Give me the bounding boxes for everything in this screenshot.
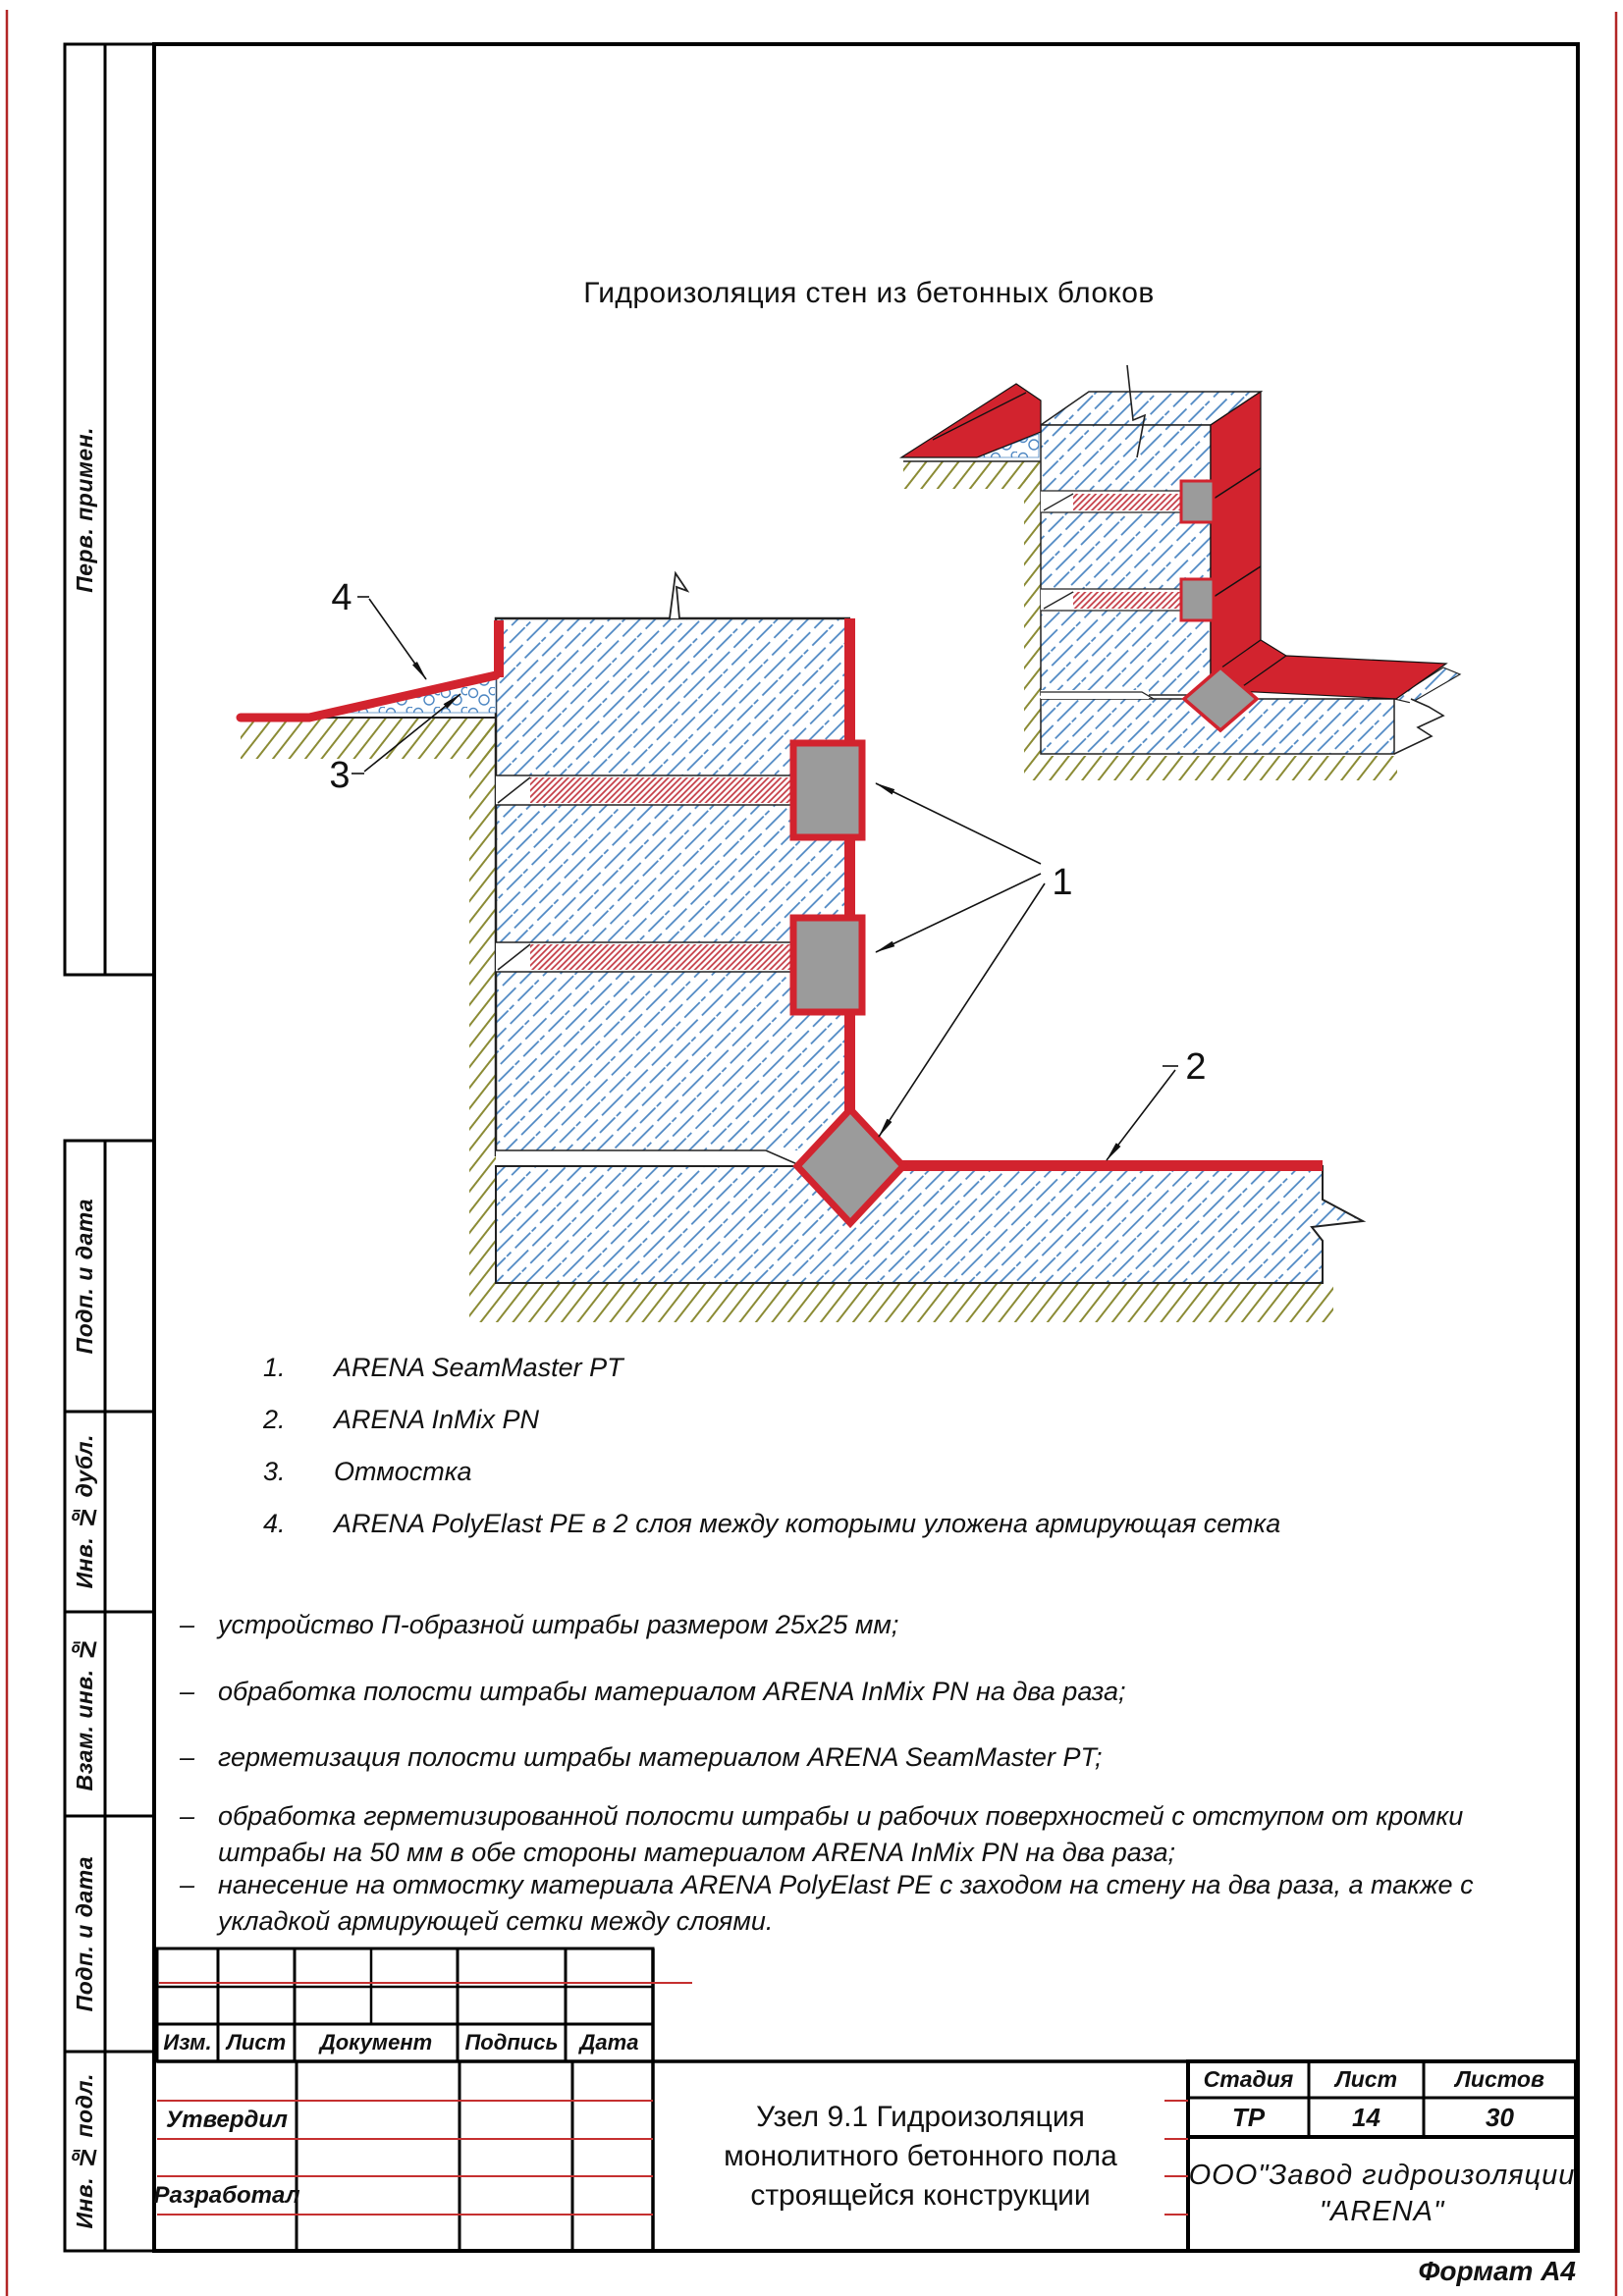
- legend-item: [263, 1353, 623, 1383]
- sidebar-label: Подп. и дата: [72, 1198, 97, 1355]
- legend-text: ARENA PolyElast PE в 2 слоя между которыми уложена армирующая сетка: [334, 1509, 1281, 1538]
- sidebar-label: Инв. № подл.: [72, 2073, 97, 2229]
- change-header-podpis: Подпись: [464, 2030, 559, 2055]
- legend-num: 1.: [263, 1353, 286, 1382]
- legend-item: [263, 1405, 539, 1435]
- note-item: [180, 1867, 1539, 1940]
- sidebar-cell-vzam-inv: [65, 1612, 105, 1816]
- company-line: "ARENA": [1319, 2196, 1445, 2227]
- change-header-list: Лист: [226, 2030, 287, 2055]
- role-developed: Разработал: [153, 2181, 300, 2209]
- sidebar-label: Инв. № дубл.: [72, 1434, 97, 1589]
- note-item: [180, 1739, 1539, 1776]
- legend-num: 3.: [263, 1457, 286, 1486]
- legend-text: ARENA InMix PN: [334, 1405, 540, 1434]
- role-approved: Утвердил: [166, 2106, 288, 2133]
- callout-3-label: 3: [329, 755, 351, 796]
- doc-title-line: строящейся конструкции: [750, 2178, 1091, 2212]
- drawing-title: Гидроизоляция стен из бетонных блоков: [583, 277, 1155, 309]
- change-header-document: Документ: [319, 2030, 433, 2055]
- callout-1-label: 1: [1052, 862, 1073, 903]
- stage-header-list: Лист: [1334, 2066, 1398, 2092]
- callout-4-label: 4: [331, 577, 352, 618]
- note-item: [180, 1674, 1539, 1710]
- sidebar-label: Перв. примен.: [72, 426, 97, 593]
- stamp-doc-title: [653, 2061, 1188, 2251]
- axonometric-detail-diagram: [901, 365, 1460, 780]
- doc-title-line: монолитного бетонного пола: [724, 2139, 1117, 2172]
- note-item: [180, 1607, 1539, 1643]
- legend-text: ARENA SeamMaster PT: [334, 1353, 623, 1382]
- callout-2-label: 2: [1185, 1046, 1207, 1088]
- stage-value-sheet-count: 30: [1486, 2102, 1514, 2132]
- legend-text: Отмостка: [334, 1457, 472, 1486]
- note-dash: –: [180, 1677, 195, 1706]
- note-dash: –: [180, 1870, 195, 1899]
- note-dash: –: [180, 1742, 195, 1772]
- note-text: герметизация полости штрабы материалом ARENA SeamMaster PT;: [218, 1742, 1103, 1772]
- note-text: обработка полости штрабы материалом ARENA InMix PN на два раза;: [218, 1677, 1126, 1706]
- stage-header-listov: Листов: [1455, 2066, 1544, 2092]
- stage-value-tr: ТР: [1231, 2102, 1266, 2132]
- legend-item: [263, 1509, 1280, 1539]
- sidebar-cell-podp-data-1: [65, 1141, 105, 1412]
- format-label: Формат А4: [1418, 2256, 1576, 2286]
- stage-header-stadia: Стадия: [1203, 2066, 1294, 2092]
- note-dash: –: [180, 1801, 195, 1831]
- sidebar-cell-inv-podl: [65, 2052, 105, 2251]
- company-line: ООО"Завод гидроизоляции: [1188, 2160, 1576, 2191]
- sidebar-label: Подп. и дата: [72, 1855, 97, 2012]
- note-dash: –: [180, 1610, 195, 1639]
- sidebar-cell-inv-dubl: [65, 1412, 105, 1612]
- legend-num: 2.: [263, 1405, 286, 1434]
- note-text: нанесение на отмостку материала ARENA PolyElast PE с заходом на стену на два раза, а также с укладкой армирующей сетки между слоями.: [218, 1870, 1474, 1936]
- note-text: устройство П-образной штрабы размером 25х25 мм;: [218, 1610, 899, 1639]
- sidebar-cell-perv-primen: [65, 44, 105, 975]
- legend-item: [263, 1457, 471, 1487]
- change-header-data: Дата: [579, 2030, 639, 2055]
- change-header-izm: Изм.: [163, 2030, 212, 2055]
- stamp-company: [1188, 2137, 1576, 2251]
- note-item: [180, 1798, 1539, 1871]
- stage-value-sheet-number: 14: [1352, 2102, 1380, 2132]
- sidebar-cell-podp-data-2: [65, 1816, 105, 2052]
- sidebar-label: Взам. инв. №: [72, 1636, 97, 1791]
- doc-title-line: Узел 9.1 Гидроизоляция: [756, 2100, 1085, 2133]
- legend-num: 4.: [263, 1509, 286, 1538]
- note-text: обработка герметизированной полости штрабы и рабочих поверхностей с отступом от кромки штрабы на 50 мм в обе стороны материалом ARENA InMix PN на два раза;: [218, 1801, 1464, 1867]
